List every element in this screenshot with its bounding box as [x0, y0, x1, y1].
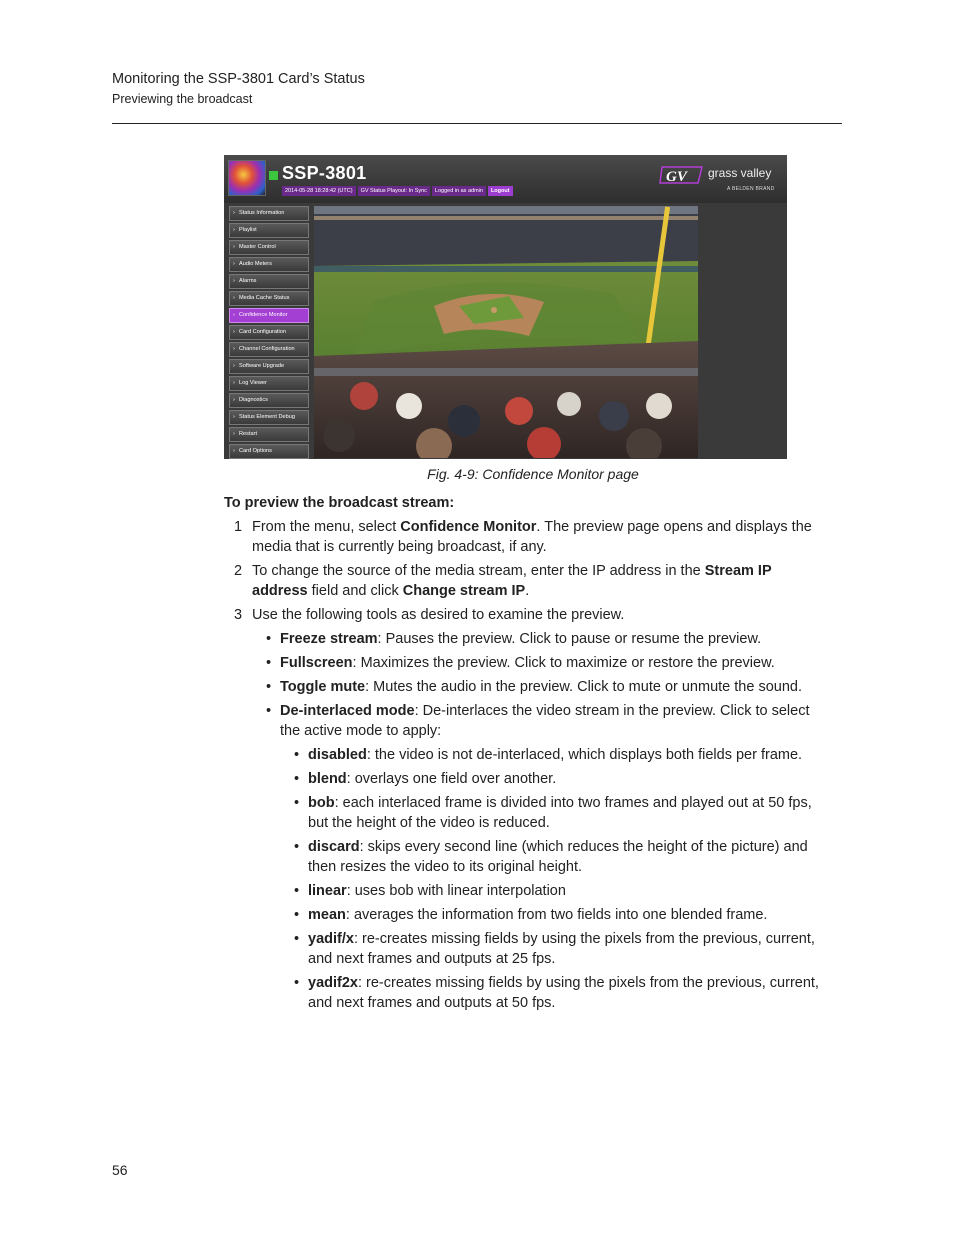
bullet-icon: • [294, 883, 300, 899]
app-logo-icon [228, 160, 266, 196]
list-item-line [280, 677, 802, 697]
bullet-icon: • [294, 975, 300, 991]
page-number: 56 [112, 1162, 128, 1178]
step-text-line [252, 517, 812, 537]
sidebar-item-label: Playlist [239, 227, 257, 233]
chevron-right-icon: › [233, 278, 235, 284]
grass-valley-logo-icon [658, 164, 704, 186]
text-run: and next frames and outputs at 50 fps. [308, 995, 556, 1011]
bold-term: mean [308, 907, 346, 923]
chevron-right-icon: › [233, 227, 235, 233]
status-bar [282, 186, 513, 196]
running-header-chapter: Monitoring the SSP-3801 Card’s Status [112, 71, 365, 87]
list-item-line [308, 813, 550, 833]
list-item-line [308, 993, 555, 1013]
text-run: field and click [307, 583, 403, 599]
sidebar-item-label: Audio Meters [239, 261, 272, 267]
sidebar-item-channel-configuration[interactable] [229, 342, 309, 357]
bold-term: Fullscreen [280, 655, 353, 671]
sidebar-item-diagnostics[interactable] [229, 393, 309, 408]
sidebar-item-status-element-debug[interactable] [229, 410, 309, 425]
text-run: : each interlaced frame is divided into two frames and played out at 50 fps, [334, 795, 812, 811]
sidebar-item-label: Status Information [239, 210, 285, 216]
sidebar-item-label: Master Control [239, 244, 276, 250]
list-item-line [308, 949, 555, 969]
sidebar-item-software-upgrade[interactable] [229, 359, 309, 374]
logout-button[interactable]: Logout [488, 186, 513, 196]
text-run: : the video is not de-interlaced, which displays both fields per frame. [366, 747, 803, 763]
chevron-right-icon: › [233, 397, 235, 403]
confidence-monitor-screenshot [224, 155, 787, 459]
bullet-icon: • [266, 655, 272, 671]
sidebar-menu [229, 206, 309, 459]
text-run: : re-creates missing fields by using the pixels from the previous, current, [353, 931, 815, 947]
chevron-right-icon: › [233, 346, 235, 352]
text-run: the active mode to apply: [280, 723, 442, 739]
bold-term: Toggle mute [280, 679, 366, 695]
sidebar-item-restart[interactable] [229, 427, 309, 442]
list-item-line [308, 793, 812, 813]
header-rule [112, 123, 842, 124]
list-item-line [308, 769, 556, 789]
sidebar-item-label: Confidence Monitor [239, 312, 288, 318]
step-text-line [252, 561, 772, 581]
chevron-right-icon: › [233, 431, 235, 437]
step-text-line [252, 581, 529, 601]
status-playout: GV Status Playout: In Sync [358, 186, 430, 196]
list-item-line [280, 629, 761, 649]
text-run: To change the source of the media stream, enter the IP address in the [252, 563, 705, 579]
bold-term: yadif/x [308, 931, 354, 947]
sidebar-item-label: Software Upgrade [239, 363, 285, 369]
text-run: : uses bob with linear interpolation [346, 883, 566, 899]
chevron-right-icon: › [233, 261, 235, 267]
step-number: 2 [234, 563, 243, 579]
bold-term: Change stream IP [402, 583, 526, 599]
text-run: Use the following tools as desired to examine the preview. [252, 607, 625, 623]
bold-term: disabled [308, 747, 367, 763]
text-run: . [525, 583, 530, 599]
text-run: and next frames and outputs at 25 fps. [308, 951, 556, 967]
sidebar-item-media-cache-status[interactable] [229, 291, 309, 306]
sidebar-item-label: Diagnostics [239, 397, 268, 403]
step-text-line [252, 537, 547, 557]
text-run: : Pauses the preview. Click to pause or resume the preview. [377, 631, 762, 647]
chevron-right-icon: › [233, 244, 235, 250]
chevron-right-icon: › [233, 380, 235, 386]
bold-term: De-interlaced mode [280, 703, 415, 719]
sidebar-item-master-control[interactable] [229, 240, 309, 255]
text-run: : Maximizes the preview. Click to maximize or restore the preview. [352, 655, 775, 671]
step-number: 3 [234, 607, 243, 623]
sidebar-item-card-options[interactable] [229, 444, 309, 459]
text-run: : averages the information from two fields into one blended frame. [345, 907, 768, 923]
procedure-heading: To preview the broadcast stream: [224, 495, 455, 511]
list-item-line [280, 653, 775, 673]
app-header-bar [224, 155, 787, 203]
sidebar-item-label: Channel Configuration [239, 346, 295, 352]
list-item-line [308, 837, 808, 857]
list-item-line [308, 905, 767, 925]
text-run: but the height of the video is reduced. [308, 815, 550, 831]
status-ok-icon [269, 171, 278, 180]
sidebar-item-label: Restart [239, 431, 258, 437]
sidebar-item-confidence-monitor[interactable] [229, 308, 309, 323]
sidebar-item-log-viewer[interactable] [229, 376, 309, 391]
step-number: 1 [234, 519, 243, 535]
figure-caption: Fig. 4-9: Confidence Monitor page [427, 466, 639, 482]
bullet-icon: • [294, 931, 300, 947]
list-item-line [280, 701, 809, 721]
bullet-icon: • [294, 771, 300, 787]
bold-term: Confidence Monitor [400, 519, 537, 535]
sidebar-item-playlist[interactable] [229, 223, 309, 238]
list-item-line [308, 857, 582, 877]
sidebar-item-label: Alarms [239, 278, 257, 284]
list-item-line [280, 721, 441, 741]
chevron-right-icon: › [233, 329, 235, 335]
chevron-right-icon: › [233, 448, 235, 454]
status-timestamp: 2014-05-28 18:28:42 (UTC) [282, 186, 356, 196]
chevron-right-icon: › [233, 414, 235, 420]
list-item-line [308, 745, 802, 765]
sidebar-item-label: Status Element Debug [239, 414, 295, 420]
sidebar-item-alarms[interactable] [229, 274, 309, 289]
list-item-line [308, 929, 815, 949]
text-run: : overlays one field over another. [346, 771, 557, 787]
bold-term: bob [308, 795, 335, 811]
text-run: media that is currently being broadcast, if any. [252, 539, 547, 555]
sidebar-item-card-configuration[interactable] [229, 325, 309, 340]
sidebar-item-label: Log Viewer [239, 380, 267, 386]
step-text-line [252, 605, 624, 625]
bold-term: Freeze stream [280, 631, 378, 647]
text-run: : re-creates missing fields by using the pixels from the previous, current, [357, 975, 819, 991]
stadium-image [314, 206, 698, 458]
bullet-icon: • [266, 703, 272, 719]
text-run: From the menu, select [252, 519, 401, 535]
status-login: Logged in as admin [432, 186, 486, 196]
bullet-icon: • [294, 795, 300, 811]
sidebar-item-label: Media Cache Status [239, 295, 290, 301]
text-run: : skips every second line (which reduces the height of the picture) and [359, 839, 808, 855]
text-run: then resizes the video to its original height. [308, 859, 583, 875]
chevron-right-icon: › [233, 312, 235, 318]
bullet-icon: • [266, 679, 272, 695]
brand-name: grass valley [708, 166, 772, 180]
text-run: . The preview page opens and displays the [536, 519, 812, 535]
bullet-icon: • [294, 839, 300, 855]
chevron-right-icon: › [233, 210, 235, 216]
bold-term: blend [308, 771, 347, 787]
sidebar-item-status-information[interactable] [229, 206, 309, 221]
bullet-icon: • [294, 907, 300, 923]
chevron-right-icon: › [233, 295, 235, 301]
app-title: SSP-3801 [282, 163, 367, 183]
list-item-line [308, 973, 819, 993]
video-preview [314, 206, 698, 458]
sidebar-item-label: Card Options [239, 448, 272, 454]
bold-term: address [252, 583, 308, 599]
bold-term: discard [308, 839, 360, 855]
text-run: : Mutes the audio in the preview. Click to mute or unmute the sound. [365, 679, 802, 695]
svg-text:GV: GV [666, 169, 687, 185]
sidebar-item-label: Card Configuration [239, 329, 286, 335]
list-item-line [308, 881, 566, 901]
chevron-right-icon: › [233, 363, 235, 369]
bullet-icon: • [294, 747, 300, 763]
running-header-section: Previewing the broadcast [112, 92, 253, 106]
sidebar-item-audio-meters[interactable] [229, 257, 309, 272]
brand-subtitle: A BELDEN BRAND [727, 186, 775, 192]
bold-term: yadif2x [308, 975, 358, 991]
bold-term: Stream IP [704, 563, 772, 579]
text-run: : De-interlaces the video stream in the preview. Click to select [414, 703, 810, 719]
bold-term: linear [308, 883, 347, 899]
bullet-icon: • [266, 631, 272, 647]
